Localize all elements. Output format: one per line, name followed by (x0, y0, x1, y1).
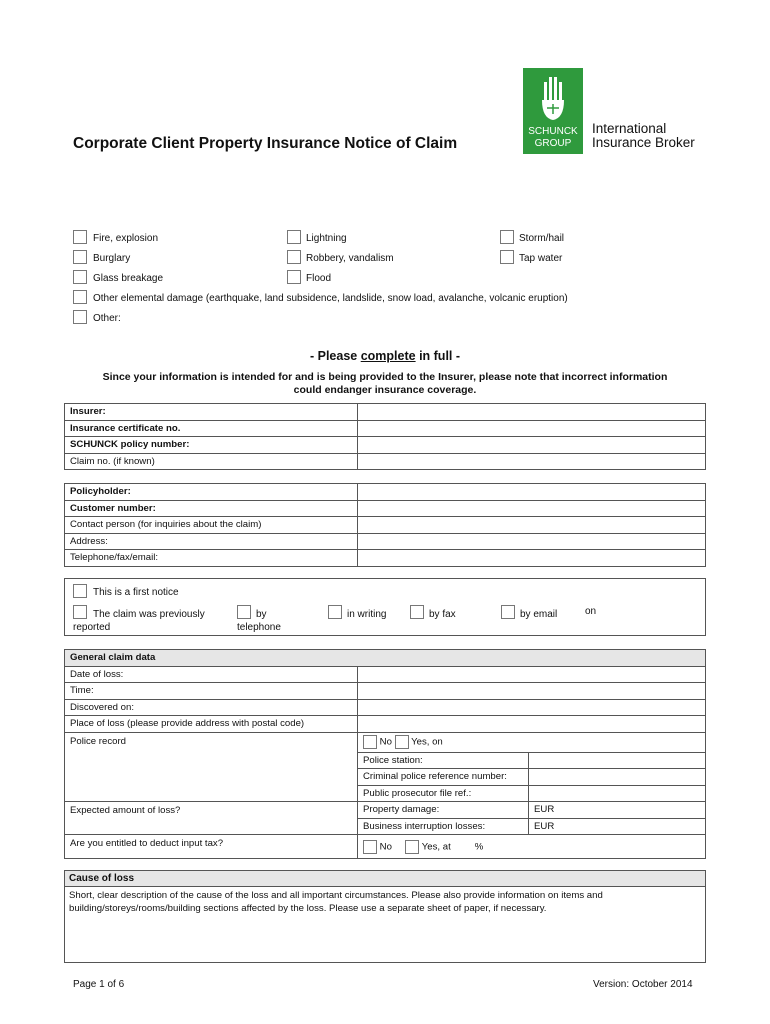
time-label: Time: (65, 683, 358, 700)
elemental-label: Other elemental damage (earthquake, land subsidence, landslide, snow load, avalanche, volcanic eruption) (93, 293, 568, 304)
lightning-label: Lightning (306, 233, 347, 244)
discovered-value[interactable] (358, 699, 706, 716)
logo-tagline-1: International (592, 121, 667, 136)
first-notice-checkbox[interactable] (73, 584, 87, 598)
address-value[interactable] (358, 533, 706, 550)
fax-label: by fax (429, 609, 456, 620)
insurer-value[interactable] (358, 404, 706, 421)
tax-yes-checkbox[interactable] (405, 840, 419, 854)
fire-checkbox[interactable] (73, 230, 87, 244)
telephone-label: Telephone/fax/email: (65, 550, 358, 567)
telephone-checkbox[interactable] (237, 605, 251, 619)
heading-pre: - Please (309, 349, 361, 363)
page-number: Page 1 of 6 (73, 979, 125, 990)
burglary-label: Burglary (93, 253, 131, 264)
heading-post: in full - (415, 349, 461, 363)
policyholder-label: Policyholder: (65, 484, 358, 501)
interruption-value[interactable]: EUR (529, 818, 706, 835)
logo-tagline (592, 122, 695, 150)
schunck-logo (523, 68, 583, 154)
tax-label: Are you entitled to deduct input tax? (65, 835, 358, 859)
police-no-checkbox[interactable] (363, 735, 377, 749)
note-line1: Since your information is intended for and is being provided to the Insurer, please note that incorrect information (102, 371, 668, 383)
insurer-label: Insurer: (65, 404, 358, 421)
prosecutor-value[interactable] (529, 785, 706, 802)
note-line2: could endanger insurance coverage. (293, 384, 477, 396)
property-label: Property damage: (358, 802, 529, 819)
claim-no-value[interactable] (358, 453, 706, 470)
writing-checkbox[interactable] (328, 605, 342, 619)
customer-number-label: Customer number: (65, 500, 358, 517)
contact-value[interactable] (358, 517, 706, 534)
logo-tagline-2: Insurance Broker (592, 135, 695, 150)
discovered-label: Discovered on: (65, 699, 358, 716)
logo-line1: SCHUNCK (528, 126, 578, 137)
police-yes-checkbox[interactable] (395, 735, 409, 749)
first-notice-label: This is a first notice (93, 587, 179, 598)
tax-yesno-cell (358, 835, 706, 859)
email-checkbox[interactable] (501, 605, 515, 619)
previously-label: The claim was previously (93, 609, 205, 620)
criminal-ref-label: Criminal police reference number: (358, 769, 529, 786)
police-yesno-cell (358, 732, 706, 752)
robbery-checkbox[interactable] (287, 250, 301, 264)
telephone-value[interactable] (358, 550, 706, 567)
policyholder-value[interactable] (358, 484, 706, 501)
glass-checkbox[interactable] (73, 270, 87, 284)
other-checkbox[interactable] (73, 310, 87, 324)
tax-yes-label: Yes, at (421, 841, 451, 853)
insurer-table (64, 403, 706, 470)
policy-number-label: SCHUNCK policy number: (65, 437, 358, 454)
police-label: Police record (65, 732, 358, 802)
station-label: Police station: (358, 752, 529, 769)
glass-label: Glass breakage (93, 273, 164, 284)
flood-label: Flood (306, 273, 332, 284)
certificate-value[interactable] (358, 420, 706, 437)
claim-no-label: Claim no. (if known) (65, 453, 358, 470)
robbery-label: Robbery, vandalism (306, 253, 394, 264)
on-label: on (585, 606, 597, 617)
storm-label: Storm/hail (519, 233, 565, 244)
police-yes-label: Yes, on (411, 736, 443, 748)
burglary-checkbox[interactable] (73, 250, 87, 264)
warning-note (60, 371, 710, 397)
general-header: General claim data (65, 650, 706, 667)
address-label: Address: (65, 533, 358, 550)
by-label: by (256, 609, 267, 620)
policyholder-table (64, 483, 706, 567)
flood-checkbox[interactable] (287, 270, 301, 284)
customer-number-value[interactable] (358, 500, 706, 517)
storm-checkbox[interactable] (500, 230, 514, 244)
police-no-label: No (379, 736, 392, 748)
reported-label: reported (73, 622, 111, 633)
telephone-method-label: telephone (237, 622, 281, 633)
station-value[interactable] (529, 752, 706, 769)
previously-reported-checkbox[interactable] (73, 605, 87, 619)
time-value[interactable] (358, 683, 706, 700)
contact-label: Contact person (for inquiries about the claim) (65, 517, 358, 534)
hand-scale-icon (538, 74, 568, 124)
certificate-label: Insurance certificate no. (65, 420, 358, 437)
prosecutor-label: Public prosecutor file ref.: (358, 785, 529, 802)
tapwater-label: Tap water (519, 253, 563, 264)
writing-label: in writing (347, 609, 387, 620)
cause-header-bar (64, 870, 706, 887)
complete-heading (0, 349, 770, 363)
heading-word: complete (360, 349, 416, 363)
tax-no-checkbox[interactable] (363, 840, 377, 854)
property-value[interactable]: EUR (529, 802, 706, 819)
email-label: by email (520, 609, 558, 620)
general-claim-table (64, 649, 706, 859)
interruption-label: Business interruption losses: (358, 818, 529, 835)
fax-checkbox[interactable] (410, 605, 424, 619)
cause-header: Cause of loss (69, 873, 135, 884)
date-value[interactable] (358, 666, 706, 683)
criminal-ref-value[interactable] (529, 769, 706, 786)
cause-text-1: Short, clear description of the cause of the loss and all important circumstances. Please also provide information on items and (69, 890, 603, 901)
place-value[interactable] (358, 716, 706, 733)
cause-text-2: building/storeys/rooms/building sections affected by the loss. Please use a separate sheet of paper, if necessary. (69, 903, 547, 914)
tax-no-label: No (379, 841, 392, 853)
date-label: Date of loss: (65, 666, 358, 683)
elemental-checkbox[interactable] (73, 290, 87, 304)
other-label: Other: (93, 313, 121, 324)
logo-line2: GROUP (534, 138, 572, 149)
lightning-checkbox[interactable] (287, 230, 301, 244)
expected-label: Expected amount of loss? (65, 802, 358, 835)
version: Version: October 2014 (593, 979, 693, 990)
fire-label: Fire, explosion (93, 233, 159, 244)
place-label: Place of loss (please provide address with postal code) (65, 716, 358, 733)
policy-number-value[interactable] (358, 437, 706, 454)
tapwater-checkbox[interactable] (500, 250, 514, 264)
document-title: Corporate Client Property Insurance Notice of Claim (73, 135, 458, 152)
tax-percent-label: % (474, 841, 484, 853)
